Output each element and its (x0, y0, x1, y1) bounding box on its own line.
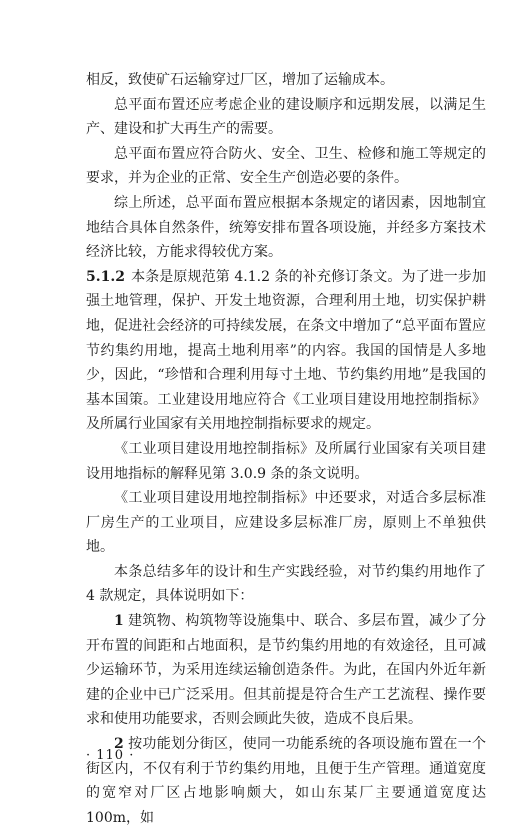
item-number: 2 (114, 736, 124, 753)
paragraph-continuation: 相反，致使矿石运输穿过厂区，增加了运输成本。 (86, 72, 394, 88)
section-text: 本条是原规范第 4.1.2 条的补充修订条文。为了进一步加强土地管理，保护、开发土地资源，合理利用土地，切实保护耕地，促进社会经济的可持续发展，在条文中增加了“总平面布置应节约集约用地，提高土地利用率”的内容。我国的国情是人多地少，因此，“珍惜和合理利用每寸土地、节约集约用地”是我国的基本国策。工业建设用地应符合《工业项目建设用地控制指标》及所属行业国家有关用地控制指标要求的规定。 (86, 268, 486, 433)
paragraph: 总平面布置应符合防火、安全、卫生、检修和施工等规定的要求，并为企业的正常、安全生产创造必要的条件。 (86, 145, 486, 187)
paragraph: 本条总结多年的设计和生产实践经验，对节约集约用地作了 4 款规定，具体说明如下： (86, 563, 486, 605)
list-item (86, 732, 486, 830)
page-number: · 110 · (86, 748, 135, 763)
paragraph: 综上所述，总平面布置应根据本条规定的诸因素，因地制宜地结合具体自然条件，统筹安排布置各项设施，并经多方案技术经济比较，方能求得较优方案。 (86, 194, 486, 261)
paragraph: 《工业项目建设用地控制指标》及所属行业国家有关项目建设用地指标的解释见第 3.0.9 条的条文说明。 (86, 440, 486, 482)
paragraph: 《工业项目建设用地控制指标》中还要求，对适合多层标准厂房生产的工业项目，应建设多层标准厂房，原则上不单独供地。 (86, 490, 486, 556)
paragraph: 总平面布置还应考虑企业的建设顺序和远期发展，以满足生产、建设和扩大再生产的需要。 (86, 96, 486, 138)
section-number: 5.1.2 (86, 268, 125, 285)
body-text (86, 68, 486, 830)
list-item (86, 609, 486, 732)
section-paragraph (86, 265, 486, 437)
item-number: 1 (114, 613, 124, 630)
item-text: 按功能划分街区，使同一功能系统的各项设施布置在一个街区内，不仅有利于节约集约用地，且便于生产管理。通道宽度的宽窄对厂区占地影响颇大，如山东某厂主要通道宽度达 100m，如 (86, 736, 486, 826)
item-text: 建筑物、构筑物等设施集中、联合、多层布置，减少了分开布置的间距和占地面积，是节约集约用地的有效途径，且可减少运输环节，为采用连续运输创造条件。为此，在国内外近年新建的企业中已广泛采用。但其前提是符合生产工艺流程、操作要求和使用功能要求，否则会顾此失彼，造成不良后果。 (86, 613, 486, 728)
